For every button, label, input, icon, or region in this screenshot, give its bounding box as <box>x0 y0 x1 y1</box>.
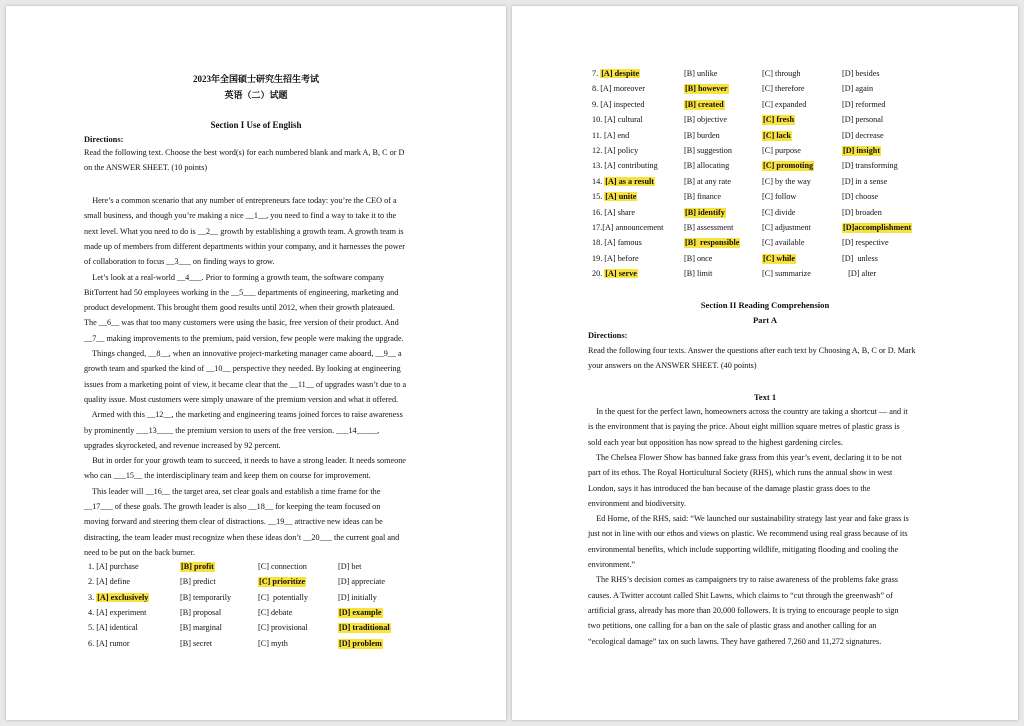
answer-highlight: [A] unite <box>605 192 637 202</box>
passage-line: __17___ of these goals. The growth leader is also __18__ for keeping the team focused on <box>84 502 381 511</box>
text-line: just not in line with our ethos and views on plastic. We recommend using real grass because of its <box>588 529 908 539</box>
part-title: Part A <box>752 315 778 325</box>
section-title: Section II Reading Comprehension <box>700 300 830 310</box>
option-b: [B] profit <box>181 562 214 571</box>
option-c: [C] purpose <box>762 146 801 155</box>
answer-highlight: [A] exclusively <box>97 592 149 602</box>
option-c: [C] lack <box>763 130 791 140</box>
text-line: causes. A Twitter account called Shit Lawns, which claims to “cut through the greenwash” of <box>588 590 893 600</box>
option-a: 11. [A] end <box>592 130 630 140</box>
option-a: 15. [A] unite <box>592 192 637 202</box>
text-line: environment.” <box>588 560 636 569</box>
text-line: is the environment that is paying the price. About eight million square metres of plastic grass is <box>588 422 900 432</box>
option-d: [D] bet <box>338 562 362 571</box>
option-b: [B] assessment <box>684 223 734 232</box>
option-c: [C] myth <box>258 638 288 648</box>
option-d: [D] problem <box>339 638 382 648</box>
passage-line: made up of members from different departments within your company, and it harnesses the power <box>84 241 406 251</box>
passage-line: next level. What you need to do is __2__ growth by establishing a growth team. A growth team is <box>84 226 404 236</box>
option-d: [D] broaden <box>842 207 882 217</box>
option-c: [C] adjustment <box>762 223 811 232</box>
option-b: [B] created <box>685 99 724 109</box>
option-c: [C] summarize <box>762 269 811 279</box>
passage-line: Things changed, __8__, when an innovative project-marketing manager came aboard, __9__ a <box>84 349 402 358</box>
text-line: environmental benefits, which include supporting wildlife, mitigating flooding and cooling the <box>588 544 899 554</box>
option-d: [D] decrease <box>842 130 884 140</box>
option-c: [C] debate <box>258 607 293 617</box>
option-b: [B] temporarily <box>180 592 232 602</box>
passage-line: __7__ making improvements to the premium, paid version, few people were making the upgrade. <box>84 333 404 343</box>
text-line: In the quest for the perfect lawn, homeowners across the country are taking a shortcut — and it <box>588 407 908 416</box>
option-c: [C] by the way <box>762 176 811 186</box>
text-line: two petitions, one calling for a ban on the sale of plastic grass and another calling for an <box>588 621 877 631</box>
option-b: [B] once <box>684 253 713 263</box>
option-d: [D] personal <box>842 115 884 125</box>
option-d: [D] respective <box>842 238 889 248</box>
option-b: [B] unlike <box>684 69 718 78</box>
option-b: [B] allocating <box>684 161 730 171</box>
option-b: [B] limit <box>684 269 713 279</box>
directions-line: Read the following text. Choose the best word(s) for each numbered blank and mark A, B, C or D <box>84 148 405 157</box>
option-b: [B] proposal <box>180 607 222 617</box>
option-b: [B] secret <box>180 638 213 648</box>
option-d: [D] traditional <box>339 623 390 633</box>
passage-line: BitTorrent had 50 employees working in the __5___ departments of engineering, marketing and <box>84 287 399 297</box>
option-a: 7. [A] despite <box>592 69 640 78</box>
exam-title: 2023年全国硕士研究生招生考试 <box>192 74 319 84</box>
option-c: [C] promoting <box>763 161 814 171</box>
option-a: 8. [A] moreover <box>592 84 645 94</box>
option-b: [B] predict <box>180 577 216 587</box>
text-line: Ed Horne, of the RHS, said: “We launched our sustainability strategy last year and fake grass is <box>588 514 909 524</box>
option-d: [D] alter <box>842 269 877 279</box>
exam-subtitle: 英语（二）试题 <box>224 90 288 100</box>
text-line: sold each year but opposition has now spread to the highest gardening circles. <box>588 437 843 447</box>
passage-line: need to be put on the back burner. <box>84 547 195 557</box>
option-d: [D] transforming <box>842 161 898 171</box>
passage-line: growth team and sparked the kind of __10__ perspective they needed. By looking at engineering <box>84 364 401 374</box>
option-c: [C] provisional <box>258 623 308 633</box>
option-a: 4. [A] experiment <box>88 607 147 617</box>
passage-line: who can ___15__ the interdisciplinary team and keep them on course for improvement. <box>84 471 371 481</box>
option-c: [C] therefore <box>762 84 805 94</box>
text-line: part of its ethos. The Royal Horticultural Society (RHS), which runs the annual show in west <box>588 468 893 478</box>
option-a: 3. [A] exclusively <box>88 592 149 602</box>
directions-label: Directions: <box>84 135 124 144</box>
option-b: [B] finance <box>684 192 722 202</box>
option-b: [B] objective <box>684 115 727 125</box>
answer-highlight: [A] serve <box>605 269 637 279</box>
text-line: “ecological damage” tax on such lawns. They have gathered 7,260 and 11,272 signatures. <box>588 636 882 646</box>
option-c: [C] fresh <box>763 115 794 125</box>
passage-line: quality issue. Most customers were simply unaware of the premium version and what it offered. <box>84 394 399 404</box>
option-a: 19. [A] before <box>592 253 639 263</box>
passage-line: This leader will __16__ the target area, set clear goals and establish a time frame for the <box>84 486 381 496</box>
text-line: The Chelsea Flower Show has banned fake grass from this year’s event, declaring it to be not <box>588 452 902 462</box>
passage-line: upgrades skyrocketed, and revenue increased by 92 percent. <box>84 440 281 450</box>
option-a: 16. [A] share <box>592 207 635 217</box>
option-c: [C] divide <box>762 207 796 217</box>
option-d: [D] unless <box>842 253 878 263</box>
passage-line: distracting, the team leader must recognize when these ideas don’t __20___ the current goal and <box>84 532 400 542</box>
option-b: [B] at any rate <box>684 176 732 186</box>
option-c: [C] through <box>762 69 801 78</box>
option-c: [C] while <box>763 253 796 263</box>
option-c: [C] prioritize <box>259 577 306 587</box>
option-c: [C] connection <box>258 562 307 571</box>
passage-line: of collaboration to focus __3___ on finding ways to grow. <box>84 257 275 267</box>
passage-line: Let’s look at a real-world __4___. Prior to forming a growth team, the software company <box>84 272 385 282</box>
option-b: [B] marginal <box>180 623 222 633</box>
option-b: [B] responsible <box>685 238 740 248</box>
option-a: 1. [A] purchase <box>88 562 139 571</box>
right-page <box>512 6 1018 720</box>
answer-highlight: [A] as a result <box>605 176 655 186</box>
option-a: 14. [A] as a result <box>592 176 655 186</box>
option-c: [C] expanded <box>762 99 807 109</box>
section-title: Section I Use of English <box>210 120 302 130</box>
passage-line: The __6__ was that too many customers were using the basic, free version of their product. And <box>84 318 399 328</box>
option-d: [D] again <box>842 84 874 94</box>
option-a: 13. [A] contributing <box>592 161 658 171</box>
passage-line: Here’s a common scenario that any number of entrepreneurs face today: you’re the CEO of a <box>84 196 397 205</box>
option-a: 6. [A] rumor <box>88 638 130 648</box>
passage-line: issues from a marketing point of view, it became clear that the __11__ of upgrades wasn’t due to a <box>84 379 407 389</box>
directions-label: Directions: <box>588 331 628 340</box>
passage-line: But in order for your growth team to succeed, it needs to have a strong leader. It needs someone <box>84 456 406 466</box>
option-c: [C] potentially <box>258 592 309 602</box>
passage-line: by prominently ___13____ the premium version to users of the free version. ___14_____, <box>84 425 380 435</box>
directions-line: Read the following four texts. Answer the questions after each text by Choosing A, B, C or D. Mark <box>588 346 916 355</box>
option-d: [D] besides <box>842 69 880 78</box>
option-d: [D] appreciate <box>338 577 386 587</box>
option-a: 18. [A] famous <box>592 238 642 248</box>
text-line: environment and biodiversity. <box>588 498 686 508</box>
option-d: [D] in a sense <box>842 176 888 186</box>
option-d: [D] choose <box>842 192 879 202</box>
option-a: 9. [A] inspected <box>592 99 645 109</box>
text-line: London, says it has introduced the ban because of the damage plastic grass does to the <box>588 483 871 493</box>
text-line: The RHS’s decision comes as campaigners try to raise awareness of the problems fake grass <box>588 575 898 585</box>
directions-line: on the ANSWER SHEET. (10 points) <box>84 163 208 172</box>
left-page <box>6 6 506 720</box>
option-c: [C] follow <box>762 192 797 202</box>
text-line: artificial grass, already has more than 20,000 followers. It is trying to encourage people to sign <box>588 605 899 615</box>
option-a: 5. [A] identical <box>88 623 138 633</box>
option-d: [D] reformed <box>842 99 886 109</box>
passage-line: moving forward and steering them clear of distractions. __19__ attractive new ideas can be <box>84 517 383 527</box>
passage-line: Armed with this __12__, the marketing and engineering teams joined forces to raise awareness <box>84 410 403 420</box>
option-b: [B] burden <box>684 130 720 140</box>
option-b: [B] identify <box>685 207 725 217</box>
directions-line: your answers on the ANSWER SHEET. (40 points) <box>588 361 757 370</box>
option-d: [D] initially <box>338 592 377 602</box>
text-title: Text 1 <box>753 392 777 402</box>
passage-line: small business, and though you’re making a nice __1__, you need to find a way to take it to the <box>84 211 397 221</box>
option-b: [B] suggestion <box>684 146 732 155</box>
option-d: [D]accomplishment <box>843 223 912 232</box>
option-c: [C] available <box>762 238 805 248</box>
option-b: [B] however <box>685 84 728 94</box>
option-a: 17.[A] announcement <box>592 223 664 232</box>
option-d: [D] insight <box>843 146 881 155</box>
passage-line: product development. This brought them good results until 2012, when their growth plateaued. <box>84 303 395 313</box>
option-a: 20. [A] serve <box>592 269 637 279</box>
answer-highlight: [A] despite <box>601 69 640 78</box>
option-d: [D] example <box>339 607 382 617</box>
option-a: 12. [A] policy <box>592 146 639 155</box>
option-a: 2. [A] define <box>88 577 131 587</box>
option-a: 10. [A] cultural <box>592 115 643 125</box>
